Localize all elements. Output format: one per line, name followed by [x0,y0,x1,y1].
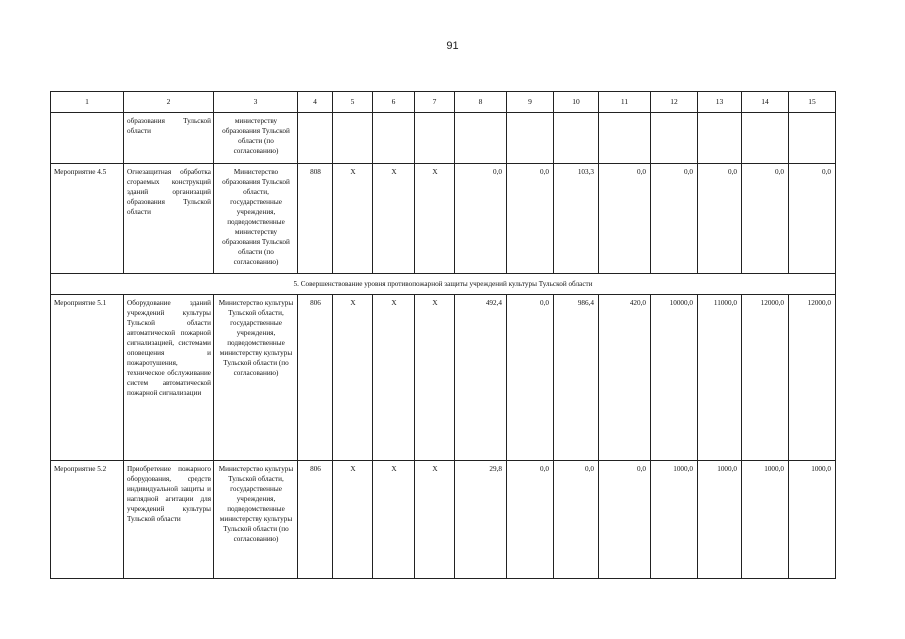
table-row [51,113,836,164]
program-table [50,91,836,579]
table-cell: 29,8 [455,461,507,579]
table-cell: Мероприятие 4.5 [51,164,124,274]
table-cell: 0,0 [698,164,742,274]
table-cell: Министерство культуры Тульской области, государственные учреждения, подведомственные министерству культуры Тульской области (по согласованию) [214,461,298,579]
header-cell: 2 [124,92,214,113]
table-cell [698,113,742,164]
header-cell: 11 [599,92,651,113]
table-cell: министерству образования Тульской области (по согласованию) [214,113,298,164]
table-cell: Х [333,295,373,461]
table-cell: 0,0 [507,461,554,579]
table-cell: 11000,0 [698,295,742,461]
table-cell: 0,0 [599,164,651,274]
table-cell: 1000,0 [698,461,742,579]
table-cell: 0,0 [599,461,651,579]
header-cell: 7 [415,92,455,113]
header-cell: 12 [651,92,698,113]
table-cell: 1000,0 [742,461,789,579]
table-cell: 420,0 [599,295,651,461]
header-row [51,92,836,113]
header-cell: 10 [554,92,599,113]
table-cell: 12000,0 [789,295,836,461]
header-cell: 3 [214,92,298,113]
table-cell: 808 [298,164,333,274]
table-cell: 806 [298,461,333,579]
header-cell: 5 [333,92,373,113]
table-cell: Х [415,164,455,274]
table-cell [373,113,415,164]
table-cell [415,113,455,164]
table-cell: Оборудование зданий учреждений культуры Тульской области автоматической пожарной сигнализацией, системами оповещения и пожаротушения, техническое обслуживание систем автоматической пожарной сигнализации [124,295,214,461]
table-cell [298,113,333,164]
table-cell: 0,0 [455,164,507,274]
table-cell: 12000,0 [742,295,789,461]
table-cell: Мероприятие 5.1 [51,295,124,461]
table-cell [507,113,554,164]
table-cell: Х [373,295,415,461]
header-cell: 1 [51,92,124,113]
table-cell: 0,0 [554,461,599,579]
table-cell: Х [373,164,415,274]
header-cell: 15 [789,92,836,113]
table-row [51,164,836,274]
table-cell: Министерство образования Тульской области, государственные учреждения, подведомственные министерству образования Тульской области (по согласованию) [214,164,298,274]
table-cell [333,113,373,164]
table-cell: 1000,0 [651,461,698,579]
header-cell: 4 [298,92,333,113]
table-cell [651,113,698,164]
table-cell: образования Тульской области [124,113,214,164]
page-number: 91 [446,40,459,52]
table-cell: Приобретение пожарного оборудования, средств индивидуальной защиты и наглядной агитации для учреждений культуры Тульской области [124,461,214,579]
table-cell: Х [333,164,373,274]
table-cell: 806 [298,295,333,461]
table-cell: 0,0 [789,164,836,274]
table-cell: 1000,0 [789,461,836,579]
table-cell: Х [373,461,415,579]
table-cell [742,113,789,164]
header-cell: 6 [373,92,415,113]
table-cell: 0,0 [507,164,554,274]
header-cell: 8 [455,92,507,113]
table-cell [789,113,836,164]
table-cell: Х [333,461,373,579]
table-cell [51,113,124,164]
table-cell: 986,4 [554,295,599,461]
table-cell: 492,4 [455,295,507,461]
section-row [51,274,836,295]
header-cell: 14 [742,92,789,113]
table-cell: 10000,0 [651,295,698,461]
section-title: 5. Совершенствование уровня противопожарной защиты учреждений культуры Тульской области [51,274,836,295]
table-cell: Министерство культуры Тульской области, государственные учреждения, подведомственные министерству культуры Тульской области (по согласованию) [214,295,298,461]
table-cell: 103,3 [554,164,599,274]
header-cell: 9 [507,92,554,113]
table-cell: 0,0 [651,164,698,274]
table-cell: Мероприятие 5.2 [51,461,124,579]
header-cell: 13 [698,92,742,113]
table-cell [554,113,599,164]
table-cell: Х [415,295,455,461]
table-cell [599,113,651,164]
table-cell: Х [415,461,455,579]
table-row [51,461,836,579]
table-cell: 0,0 [742,164,789,274]
table-cell: Огнезащитная обработка сгораемых конструкций зданий организаций образования Тульской области [124,164,214,274]
table-row [51,295,836,461]
table-cell [455,113,507,164]
table-cell: 0,0 [507,295,554,461]
